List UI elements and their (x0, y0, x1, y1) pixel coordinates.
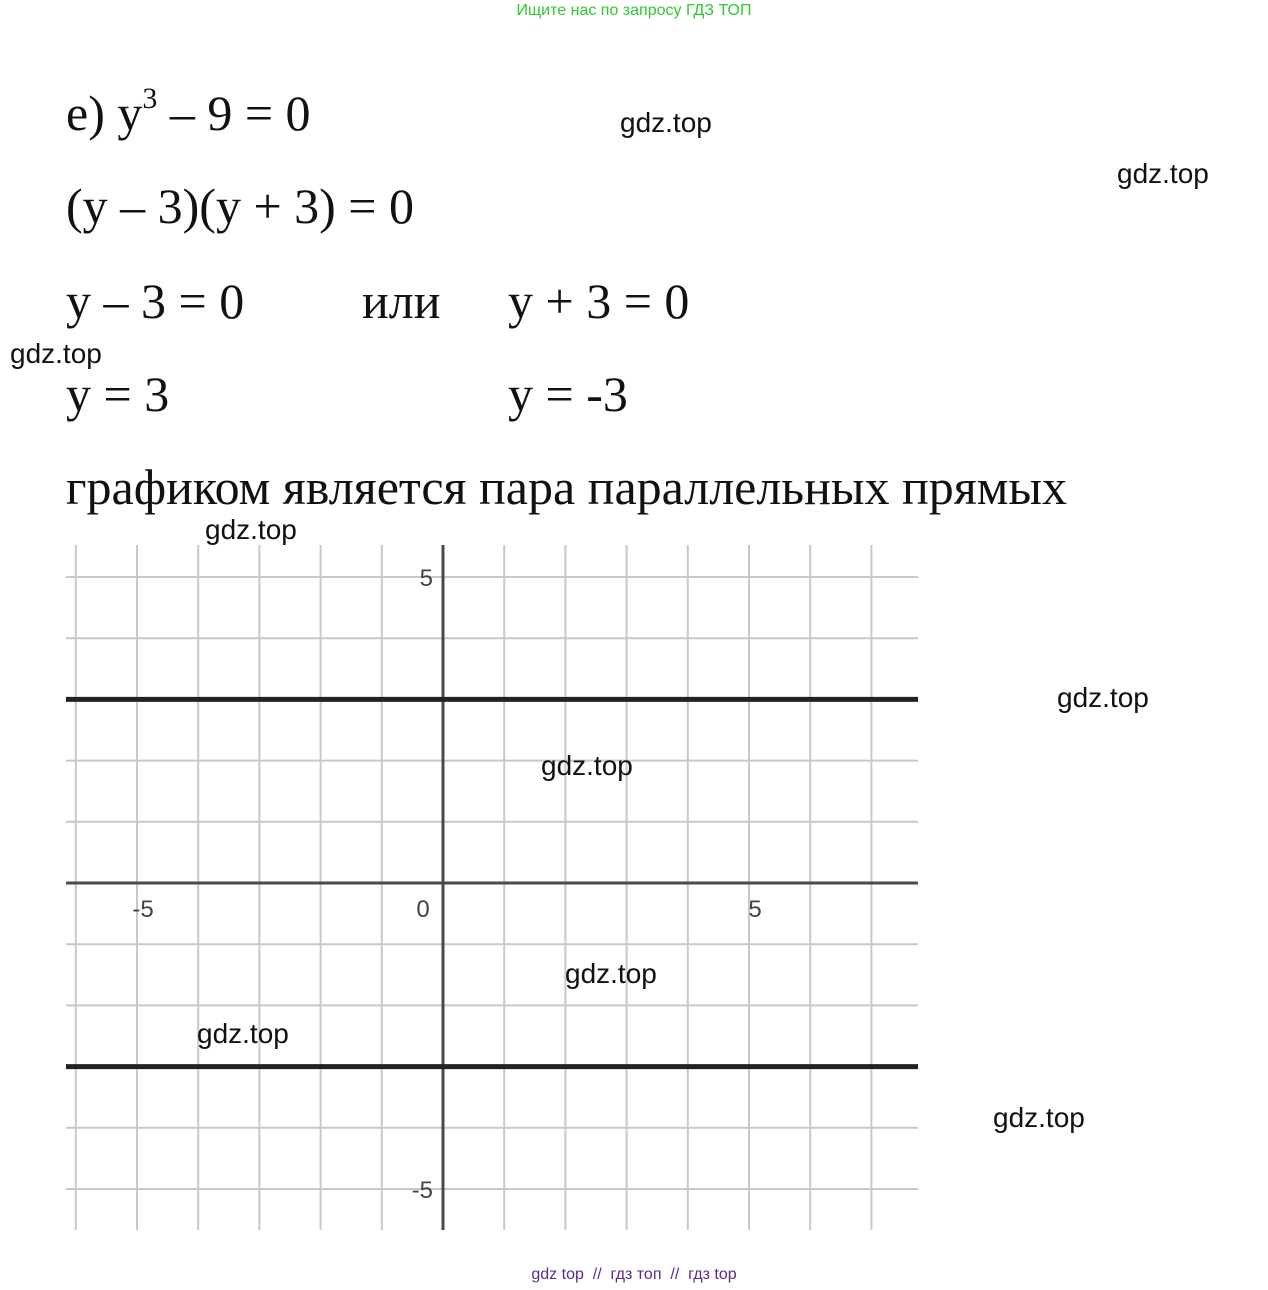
watermark: gdz.top (993, 1102, 1085, 1133)
equation-line-3-right: y + 3 = 0 (508, 273, 690, 329)
watermark: gdz.top (10, 338, 102, 369)
y-tick-label: -5 (411, 1177, 433, 1204)
watermark: gdz.top (1117, 158, 1209, 189)
watermark: gdz.top (620, 107, 712, 138)
watermark: gdz.top (205, 514, 297, 545)
equation-line-3-left: y – 3 = 0 (66, 273, 245, 329)
y-tick-label: 5 (419, 565, 433, 592)
watermark: gdz.top (1057, 682, 1149, 713)
watermark: gdz.top (541, 750, 633, 781)
header-search-link[interactable]: Ищите нас по запросу ГДЗ ТОП (516, 2, 752, 19)
equation-line-1-suffix: – 9 = 0 (157, 85, 311, 141)
equation-line-4-right: y = -3 (508, 366, 628, 422)
x-tick-label: 5 (748, 896, 762, 923)
footer-links[interactable]: gdz top // гдз топ // гдз top (531, 1266, 737, 1283)
equation-line-2: (y – 3)(y + 3) = 0 (66, 178, 414, 234)
x-tick-label: 0 (416, 896, 430, 923)
equation-line-1-exponent: 3 (142, 82, 158, 116)
x-tick-label: -5 (132, 896, 154, 923)
equation-line-4-left: y = 3 (66, 366, 170, 422)
watermark: gdz.top (565, 958, 657, 989)
equation-line-3-or: или (362, 273, 441, 329)
conclusion-text: графиком является пара параллельных прямых (66, 459, 1067, 515)
equation-line-1-prefix: e) y (66, 85, 143, 141)
watermark: gdz.top (197, 1018, 289, 1049)
